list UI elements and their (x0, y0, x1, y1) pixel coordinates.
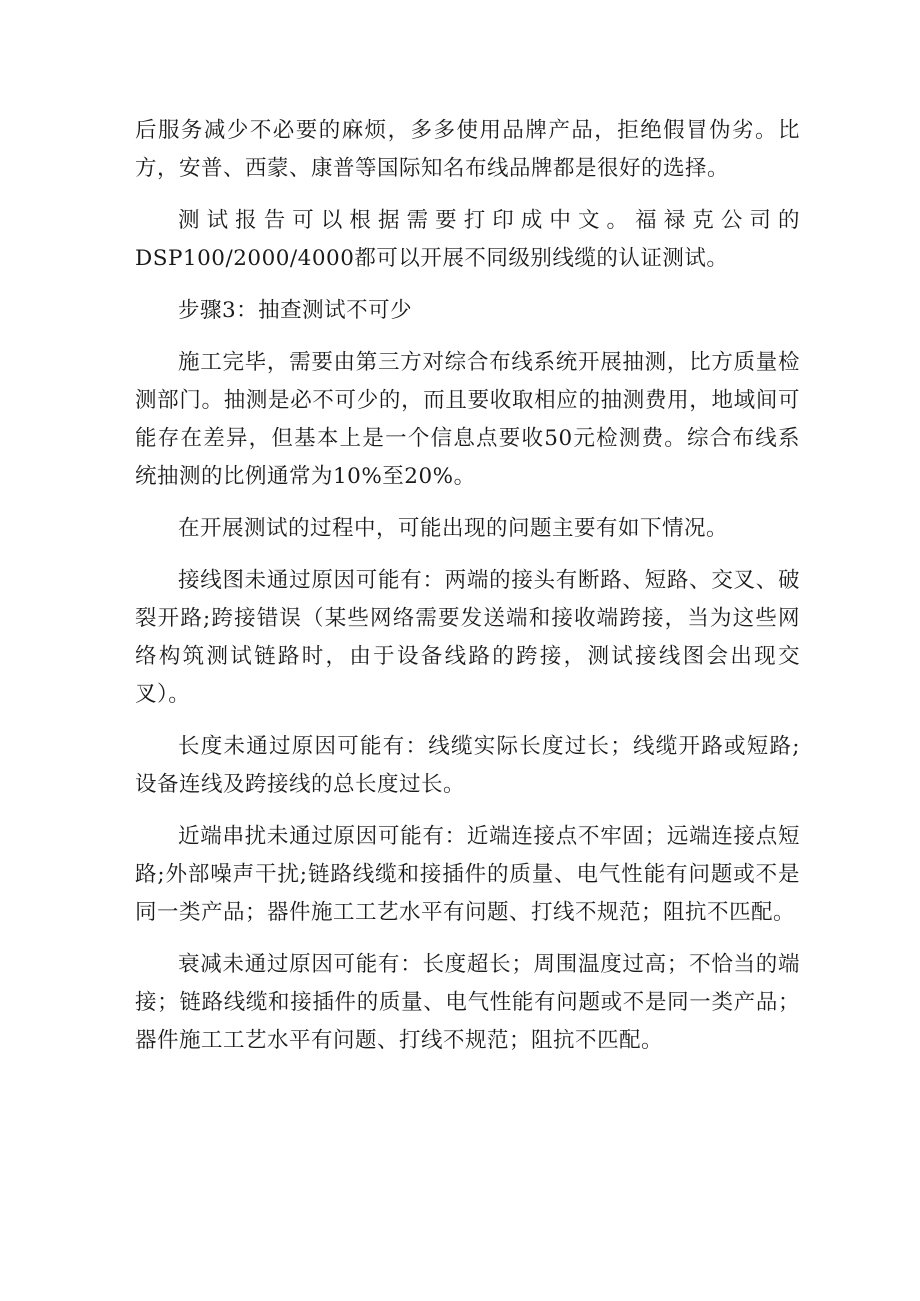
paragraph-sampling-test: 施工完毕，需要由第三方对综合布线系统开展抽测，比方质量检测部门。抽测是必不可少的，而且要收取相应的抽测费用，地域间可能存在差异，但基本上是一个信息点要收50元检测费。综合布线系统抽测的比例通常为10%至20%。 (135, 350, 800, 489)
paragraph-test-report: 测试报告可以根据需要打印成中文。福禄克公司的DSP100/2000/4000都可以开展不同级别线缆的认证测试。 (135, 208, 800, 271)
paragraph-step3-heading: 步骤3：抽查测试不可少 (178, 298, 413, 323)
paragraph-issues-intro: 在开展测试的过程中，可能出现的问题主要有如下情况。 (178, 516, 729, 541)
paragraph-next-failure: 近端串扰未通过原因可能有：近端连接点不牢固；远端连接点短路;外部噪声干扰;链路线缆和接插件的质量、电气性能有问题或不是同一类产品；器件施工工艺水平有问题、打线不规范；阻抗不匹配。 (135, 824, 800, 925)
paragraph-brand-advice: 后服务减少不必要的麻烦，多多使用品牌产品，拒绝假冒伪劣。比方，安普、西蒙、康普等国际知名布线品牌都是很好的选择。 (135, 118, 800, 181)
paragraph-attenuation-failure: 衰减未通过原因可能有：长度超长；周围温度过高；不恰当的端接；链路线缆和接插件的质量、电气性能有问题或不是同一类产品；器件施工工艺水平有问题、打线不规范；阻抗不匹配。 (135, 952, 800, 1053)
paragraph-wiremap-failure: 接线图未通过原因可能有：两端的接头有断路、短路、交叉、破裂开路;跨接错误（某些网络需要发送端和接收端跨接，当为这些网络构筑测试链路时，由于设备线路的跨接，测试接线图会出现交叉）。 (135, 568, 800, 707)
paragraph-length-failure: 长度未通过原因可能有：线缆实际长度过长；线缆开路或短路;设备连线及跨接线的总长度过长。 (135, 734, 800, 797)
document-body (135, 112, 800, 1074)
